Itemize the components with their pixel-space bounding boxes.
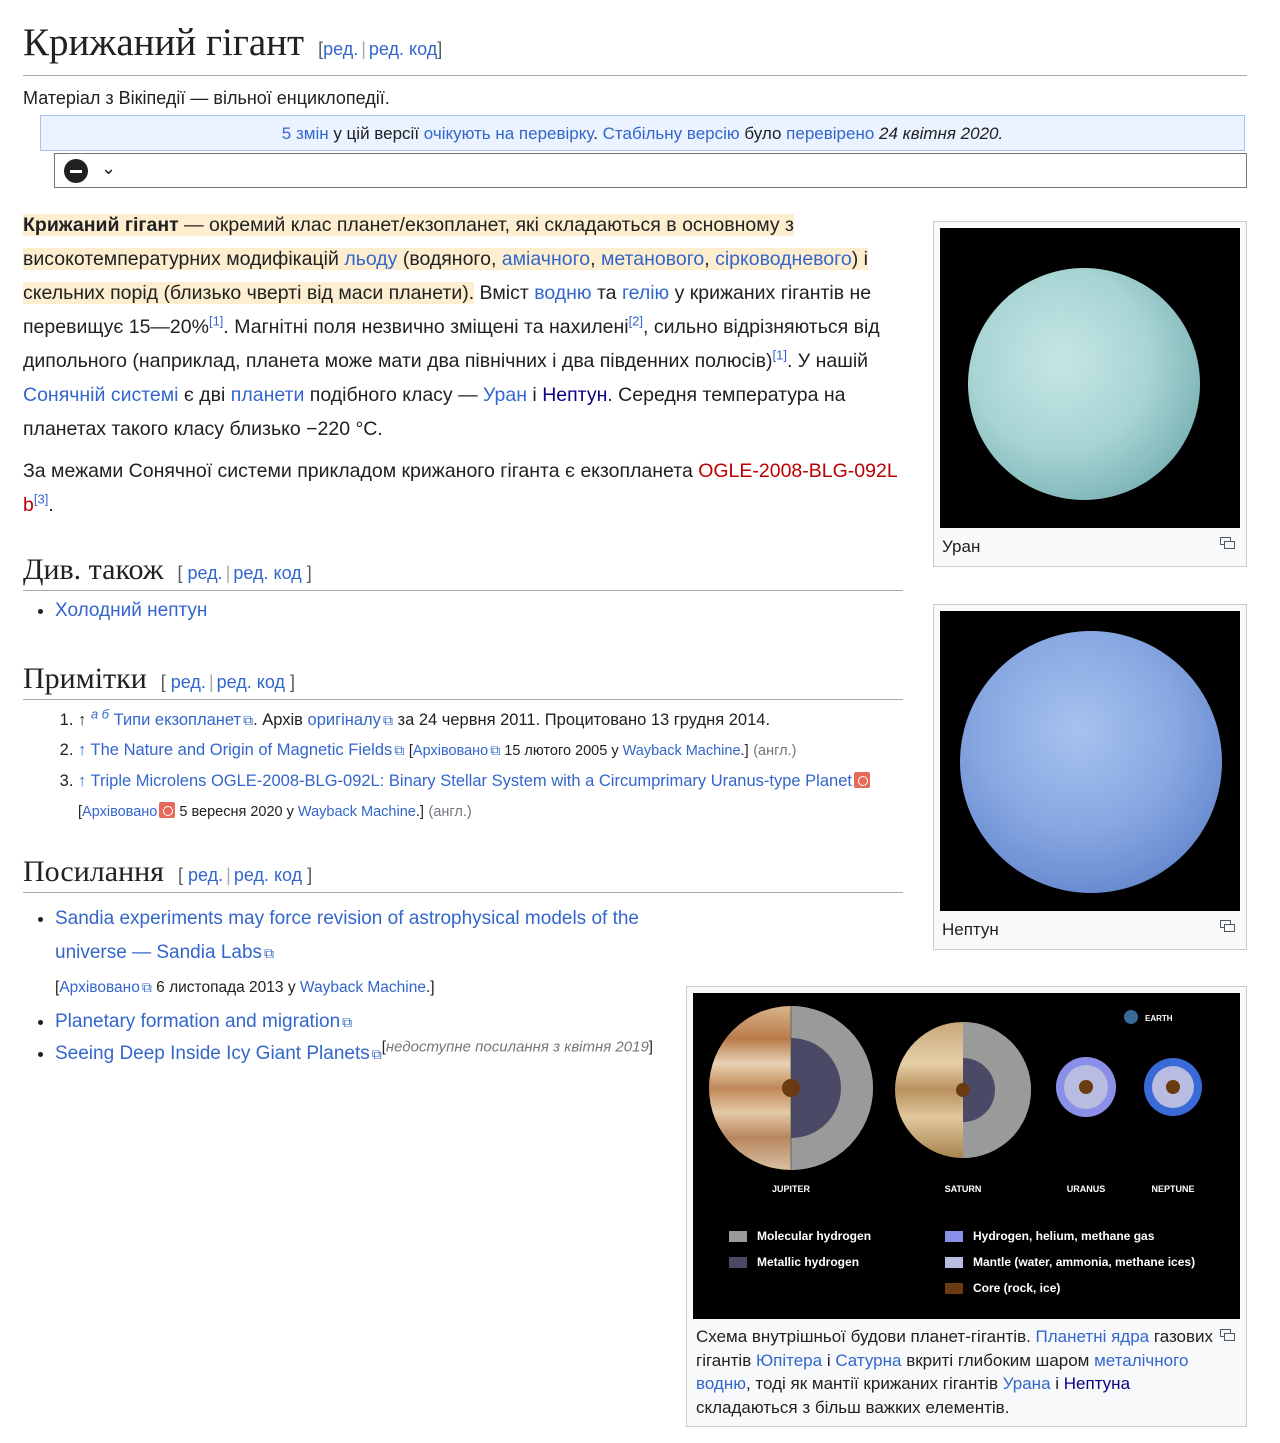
list-item xyxy=(55,1005,685,1039)
see-also-heading: Див. також [ ред. | ред. код ] xyxy=(23,552,903,591)
second-paragraph: За межами Сонячної системи прикладом крижаного гіганта є екзопланета OGLE-2008-BLG-092L b[3]. xyxy=(23,460,897,516)
minus-circle-icon xyxy=(64,159,88,183)
neptune-caption: Нептун xyxy=(942,920,999,939)
reference-item: 1. ↑ $^{a б}$ Типи екзопланет ⧉ . Архів оригіналу ⧉ за 24 червня 2011. Процитовано 13 грудня 2014. xyxy=(78,705,928,735)
list-item: • Sandia experiments may force revision of astrophysical models of the universe — Sandia Labs ⧉ [Архівовано ⧉ 6 листопада 2013 у Wayback Machine.] xyxy=(55,902,685,1005)
legend-label: Metallic hydrogen xyxy=(757,1255,860,1269)
diagram-svg xyxy=(693,993,1240,1319)
ref-3[interactable]: [3] xyxy=(33,491,49,507)
microlens-link[interactable]: Triple Microlens OGLE-2008-BLG-092L: Binary Stellar System with a Circumprimary Uranus-type Planet xyxy=(90,772,852,790)
pending-review-link[interactable]: очікують на перевірку xyxy=(423,124,594,143)
changes-link[interactable]: 5 змін xyxy=(281,124,329,143)
tagline: Матеріал з Вікіпедії — вільної енциклопедії. xyxy=(23,88,390,108)
earth-label: EARTH xyxy=(1145,1014,1173,1023)
flagged-revs-dropdown[interactable] xyxy=(54,153,1247,188)
methane-link[interactable]: метанового xyxy=(600,248,705,270)
jupiter-label: JUPITER xyxy=(771,1184,811,1194)
legend-label: Hydrogen, helium, methane gas xyxy=(973,1229,1155,1243)
ref-1b[interactable]: [1] xyxy=(772,347,787,363)
reference-item: 2. ↑ The Nature and Origin of Magnetic Fields ⧉ [Архівовано ⧉ 15 лютого 2005 у Wayback Machine.] (англ.) xyxy=(78,735,928,766)
neptune-thumbnail xyxy=(933,604,1247,950)
external-links-list xyxy=(23,902,685,1069)
uranus-image[interactable] xyxy=(940,228,1240,528)
ogle-link[interactable]: OGLE-2008-BLG-092L b xyxy=(23,460,897,516)
legend-swatch xyxy=(945,1231,963,1242)
legend-swatch xyxy=(945,1283,963,1294)
planetary-cores-link[interactable]: Планетні ядра xyxy=(1035,1327,1150,1346)
neptune-caption-link[interactable]: Нептуна xyxy=(1063,1374,1131,1393)
title-edit-links: [ред. | ред. код] xyxy=(318,39,443,59)
neptune-image[interactable] xyxy=(940,611,1240,911)
legend-swatch xyxy=(945,1257,963,1268)
see-also-list xyxy=(23,600,207,622)
ammonia-link[interactable]: аміачного xyxy=(501,248,591,270)
original-link[interactable]: оригіналу ⧉ xyxy=(308,711,393,729)
archived-link[interactable]: Архівовано xyxy=(82,804,158,820)
jupiter-link[interactable]: Юпітера xyxy=(755,1350,823,1370)
exoplanet-types-link[interactable]: Типи екзопланет ⧉ xyxy=(114,711,253,729)
backlink-ab[interactable]: a б xyxy=(90,706,109,722)
planetary-formation-link[interactable]: Planetary formation and migration ⧉ xyxy=(55,1011,352,1032)
references-list xyxy=(23,705,928,827)
legend-swatch xyxy=(729,1231,747,1242)
solar-system-link[interactable]: Сонячній системі xyxy=(23,384,179,406)
intro-paragraph: Крижаний гігант — окремий клас планет/екзопланет, які складаються в основному з високотемпературних модифікацій льоду (водяного, аміачного, метанового, сірководневого) і скельних порід (близько чверті від маси планети). Вміст водню та гелію у крижаних гігантів не перевищує 15—20%[1]. Магнітні поля незвично зміщені та нахилені[2], сильно відрізняються від дипольного (наприклад, планета може мати два північних і два південних полюсів)[1]. У нашій Сонячній системі є дві планети подібного класу — Уран і Нептун. Середня температура на планетах такого класу близько −220 °C. xyxy=(23,214,880,440)
links-edit-code-link[interactable]: ред. код xyxy=(233,865,303,885)
giant-planets-thumbnail xyxy=(686,986,1247,1427)
notes-edit-link[interactable]: ред. xyxy=(170,672,206,692)
magnify-icon[interactable] xyxy=(1220,920,1234,931)
neptune-planet xyxy=(960,631,1222,893)
magnify-icon[interactable] xyxy=(1220,1329,1234,1340)
legend-label: Molecular hydrogen xyxy=(757,1229,872,1243)
neptune-label: NEPTUNE xyxy=(1151,1184,1195,1194)
h2s-link[interactable]: сірководневого xyxy=(715,248,852,270)
notes-edit-code-link[interactable]: ред. код xyxy=(216,672,285,692)
legend-label: Core (rock, ice) xyxy=(973,1281,1061,1295)
diagram-caption: Схема внутрішньої будови планет-гігантів. Планетні ядра газових гігантів Юпітера і Сатурна вкриті глибоким шаром металічного водню, тоді як мантії крижаних гігантів Урана і Нептуна складаються з більш важких елементів. xyxy=(696,1327,1214,1417)
earth-shape xyxy=(1124,1010,1138,1024)
archived-link[interactable]: Архівовано ⧉ xyxy=(413,743,500,759)
dead-link-note: недоступне посилання з квітня 2019 xyxy=(385,1038,649,1056)
neptune-link[interactable]: Нептун xyxy=(542,384,608,406)
archived-link[interactable]: Архівовано ⧉ xyxy=(59,979,152,996)
checked-link[interactable]: перевірено xyxy=(786,124,875,143)
wayback-link[interactable]: Wayback Machine xyxy=(622,743,741,759)
wayback-link[interactable]: Wayback Machine xyxy=(299,979,426,996)
chevron-down-icon[interactable]: ⌄ xyxy=(101,158,117,178)
sandia-link[interactable]: Sandia experiments may force revision of astrophysical models of the universe — Sandia Labs ⧉ xyxy=(55,908,639,963)
list-item xyxy=(55,600,207,622)
reference-item: 3. ↑ Triple Microlens OGLE-2008-BLG-092L: Binary Stellar System with a Circumprimary Uranus-type Planet [Архівовано 5 вересня 2020 у Wayback Machine.] (англ.) xyxy=(78,766,928,827)
planets-link[interactable]: планети xyxy=(230,384,305,406)
uranus-thumbnail xyxy=(933,221,1247,567)
hydrogen-link[interactable]: водню xyxy=(534,282,592,304)
see-also-edit-code-link[interactable]: ред. код xyxy=(233,563,302,583)
edit-link[interactable]: ред. xyxy=(323,39,359,59)
page-title: Крижаний гігант [ред. | ред. код] xyxy=(23,20,1247,76)
links-heading: Посилання [ ред. | ред. код ] xyxy=(23,854,903,893)
uranus-link[interactable]: Уран xyxy=(483,384,528,406)
icy-giants-link[interactable]: Seeing Deep Inside Icy Giant Planets ⧉ xyxy=(55,1043,382,1064)
ref-2[interactable]: [2] xyxy=(628,313,644,329)
saturn-label: SATURN xyxy=(944,1184,982,1194)
wayback-link[interactable]: Wayback Machine xyxy=(297,804,416,820)
legend-swatch xyxy=(729,1257,747,1268)
see-also-edit-link[interactable]: ред. xyxy=(187,563,223,583)
cold-neptune-link[interactable]: Холодний нептун xyxy=(55,600,208,621)
helium-link[interactable]: гелію xyxy=(621,282,670,304)
uranus-caption-link[interactable]: Урана xyxy=(1002,1374,1051,1393)
pdf-icon xyxy=(159,802,175,818)
ref-1[interactable]: [1] xyxy=(208,313,224,329)
giant-planets-diagram[interactable] xyxy=(693,993,1240,1319)
list-item: • Seeing Deep Inside Icy Giant Planets ⧉ [недоступне посилання з квітня 2019] xyxy=(55,1039,685,1069)
flagged-revs-notice: 5 змін у цій версії очікують на перевірку. Стабільну версію було перевірено 24 квітня 2020. xyxy=(40,115,1245,151)
edit-code-link[interactable]: ред. код xyxy=(368,39,438,59)
magnify-icon[interactable] xyxy=(1220,537,1234,548)
stable-version-link[interactable]: Стабільну версію xyxy=(602,124,740,143)
magnetic-fields-link[interactable]: The Nature and Origin of Magnetic Fields ⧉ xyxy=(91,741,405,759)
pdf-icon xyxy=(854,772,870,788)
uranus-caption: Уран xyxy=(942,537,981,556)
uranus-label: URANUS xyxy=(1066,1184,1106,1194)
article-body xyxy=(23,208,903,530)
legend-label: Mantle (water, ammonia, methane ices) xyxy=(973,1255,1196,1269)
metallic-hydrogen-link[interactable]: металічного водню xyxy=(696,1350,1189,1393)
uranus-planet xyxy=(968,268,1200,500)
notes-heading: Примітки [ ред. | ред. код ] xyxy=(23,661,903,700)
saturn-link[interactable]: Сатурна xyxy=(835,1350,902,1370)
ice-link[interactable]: льоду xyxy=(344,248,398,270)
links-edit-link[interactable]: ред. xyxy=(188,865,224,885)
